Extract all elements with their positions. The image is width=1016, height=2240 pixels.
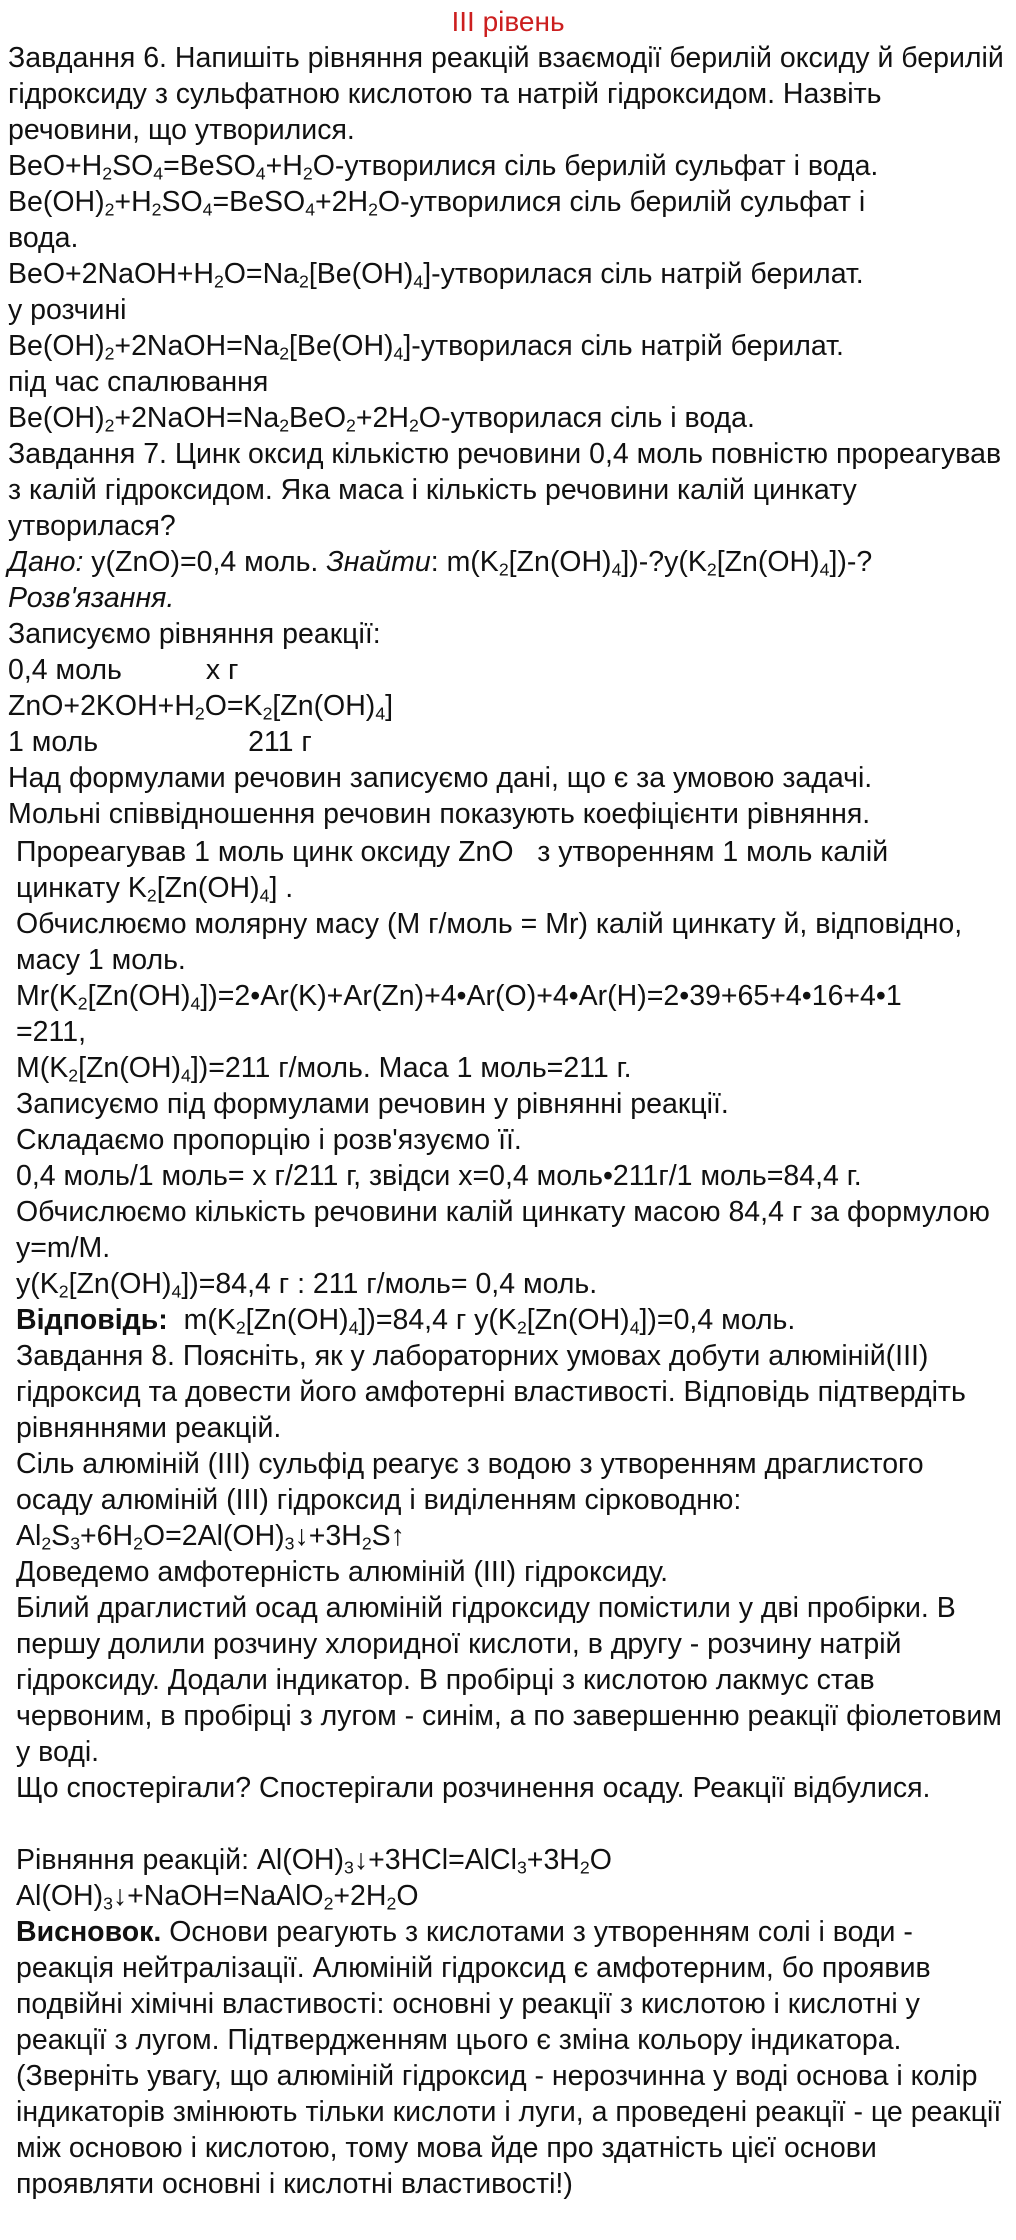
amount-text: Обчислюємо кількість речовини калій цинкату масою 84,4 г за формулою y=m/M. <box>16 1196 990 1264</box>
eq-zno-koh: $ZnO+2KOH+H_2O=K_2[Zn(OH)_4]$ <box>8 690 394 724</box>
reacted-line-cont: цинкату $K_2[Zn(OH)_4]$ . <box>16 872 294 906</box>
explain-1: Над формулами речовин записуємо дані, що є за умовою задачі. <box>8 762 873 794</box>
above-data: 0,4 моль х г <box>8 654 239 686</box>
molar-mass-text: Обчислюємо молярну масу (M г/моль = Mr) калій цинкату й, відповідно, масу 1 моль. <box>16 908 963 976</box>
eq-beoh2-h2so4: $Be(OH)_2+H_2SO_4=BeSO_4+2H_2O$-утворилися сіль берилій сульфат і <box>8 186 866 220</box>
task7-question: Завдання 7. Цинк оксид кількістю речовини 0,4 моль повністю прореагував з калій гідроксидом. Яка маса і кількість речовини калій цинкату утворилася? <box>8 438 1002 542</box>
proportion: Складаємо пропорцію і розв'язуємо її. <box>16 1124 522 1156</box>
task7-calc2 <box>16 978 1006 1194</box>
reacted-line: Прореагував 1 моль цинк оксиду ZnO з утворенням 1 моль калій <box>16 836 889 868</box>
amount-calc: $y(K_2[Zn(OH)_4])=84,4$ г : 211 г/моль= 0,4 моль. <box>16 1268 598 1302</box>
note-solution: у розчині <box>8 294 127 326</box>
write-under: Записуємо під формулами речовин у рівнянні реакції. <box>16 1088 729 1120</box>
task8-p2: Білий драглистий осад алюміній гідроксиду помістили у дві пробірки. В першу долили розчину хлоридної кислоти, в другу - розчину натрій гідроксиду. Додали індикатор. В пробірці з кислотою лакмус став червоним, в пробірці з лугом - синім, а по завершенню реакції фіолетовим у воді. <box>16 1592 1002 1768</box>
task8-p1: Сіль алюміній (ІІІ) сульфід реагує з водою з утворенням драглистого осаду алюміній (ІІІ) гідроксид і виділенням сірководню: <box>16 1448 924 1516</box>
eq-beoh2-naoh: $Be(OH)_2+2NaOH=Na_2[Be(OH)_4]$-утворилася сіль натрій берилат. <box>8 330 844 364</box>
task8-eq1-block <box>16 1518 1006 1590</box>
given-line: Дано: y(ZnO)=0,4 моль. Знайти: $m(K_2[Zn(OH)_4])-?y(K_2[Zn(OH)_4])-$? <box>8 546 873 580</box>
eq-beoh2-naoh-fusion: $Be(OH)_2+2NaOH=Na_2BeO_2+2H_2O$-утворилася сіль і вода. <box>8 402 755 436</box>
eq-beo-naoh: $BeO+2NaOH+H_2O=Na_2[Be(OH)_4]$-утворилася сіль натрій берилат. <box>8 258 864 292</box>
conclusion-text: Основи реагують з кислотами з утворенням солі і води - реакція нейтралізації. Алюміній гідроксид є амфотерним, бо проявив подвійні хімічні властивості: основні у реакції з кислотою і кислотні у реакції з лугом. Підтвердженням цього є зміна кольору індикатора. (Зверніть увагу, що алюміній гідроксид - нерозчинна у воді основа і колір індикаторів змінюють тільки кислоти і луги, а проведені реакції - це реакції між основою і кислотою, тому мова йде про здатність цієї основи проявляти основні і кислотні властивості!) <box>16 1916 1002 2200</box>
conclusion-label: Висновок. <box>16 1916 162 1948</box>
task8-p3: Що спостерігали? Спостерігали розчинення осаду. Реакції відбулися. <box>16 1772 931 1804</box>
find-label: Знайти <box>326 546 431 578</box>
task6-question: Завдання 6. Напишіть рівняння реакцій взаємодії берилій оксиду й берилій гідроксиду з сульфатною кислотою та натрій гідроксидом. Назвіть речовини, що утворилися. <box>8 42 1004 146</box>
mr-result: =211, <box>16 1016 86 1048</box>
below-data: 1 моль 211 г <box>8 726 312 758</box>
note-fusion: під час спалювання <box>8 366 269 398</box>
proportion-calc: 0,4 моль/1 моль= х г/211 г, звідси х=0,4 моль•211г/1 моль=84,4 г. <box>16 1160 862 1192</box>
level-heading: ІІІ рівень <box>451 6 565 37</box>
task6-equations <box>8 148 1008 436</box>
explain-2: Мольні співвідношення речовин показують коефіцієнти рівняння. <box>8 798 871 830</box>
task7-given <box>8 544 1008 832</box>
eq-al2s3: $Al_2S_3+6H_2O=2Al(OH)_3↓+3H_2S↑$ <box>16 1520 405 1554</box>
task7-calc <box>16 834 1006 906</box>
solution-label: Розв'язання. <box>8 582 175 614</box>
m-result: $M(K_2[Zn(OH)_4])=211$ г/моль. Маса 1 моль=211 г. <box>16 1052 632 1086</box>
given-label: Дано: <box>8 546 84 578</box>
eq-aloh3-hcl: Рівняння реакцій: $Al(OH)_3↓+3HCl=AlCl_3+3H_2O$ <box>16 1844 612 1878</box>
eq-beoh2-h2so4-cont: вода. <box>8 222 79 254</box>
task8-equations <box>16 1842 1006 1914</box>
prove-line: Доведемо амфотерність алюміній (ІІІ) гідроксиду. <box>16 1556 669 1588</box>
task8-question: Завдання 8. Поясніть, як у лабораторних умовах добути алюміній(ІІІ) гідроксид та довести його амфотерні властивості. Відповідь підтвердіть рівняннями реакцій. <box>16 1340 966 1444</box>
write-equation: Записуємо рівняння реакції: <box>8 618 381 650</box>
eq-aloh3-naoh: $Al(OH)_3↓+NaOH=NaAlO_2+2H_2O$ <box>16 1880 419 1914</box>
answer-label: Відповідь: <box>16 1304 168 1336</box>
task8-conclusion <box>16 1914 1006 2202</box>
eq-beo-h2so4: $BeO+H_2SO_4=BeSO_4+H_2O$-утворилися сіль берилій сульфат і вода. <box>8 150 879 184</box>
mr-calc: $Mr(K_2[Zn(OH)_4])=2•Ar(K)+Ar(Zn)+4•Ar(O)+4•Ar(H)=2•39+65+4•16+4•1$ <box>16 980 902 1014</box>
task7-answer <box>16 1266 1006 1338</box>
answer-line: Відповідь: $m(K_2[Zn(OH)_4])=84,4$ г $y(K_2[Zn(OH)_4])=0,4$ моль. <box>16 1304 796 1338</box>
